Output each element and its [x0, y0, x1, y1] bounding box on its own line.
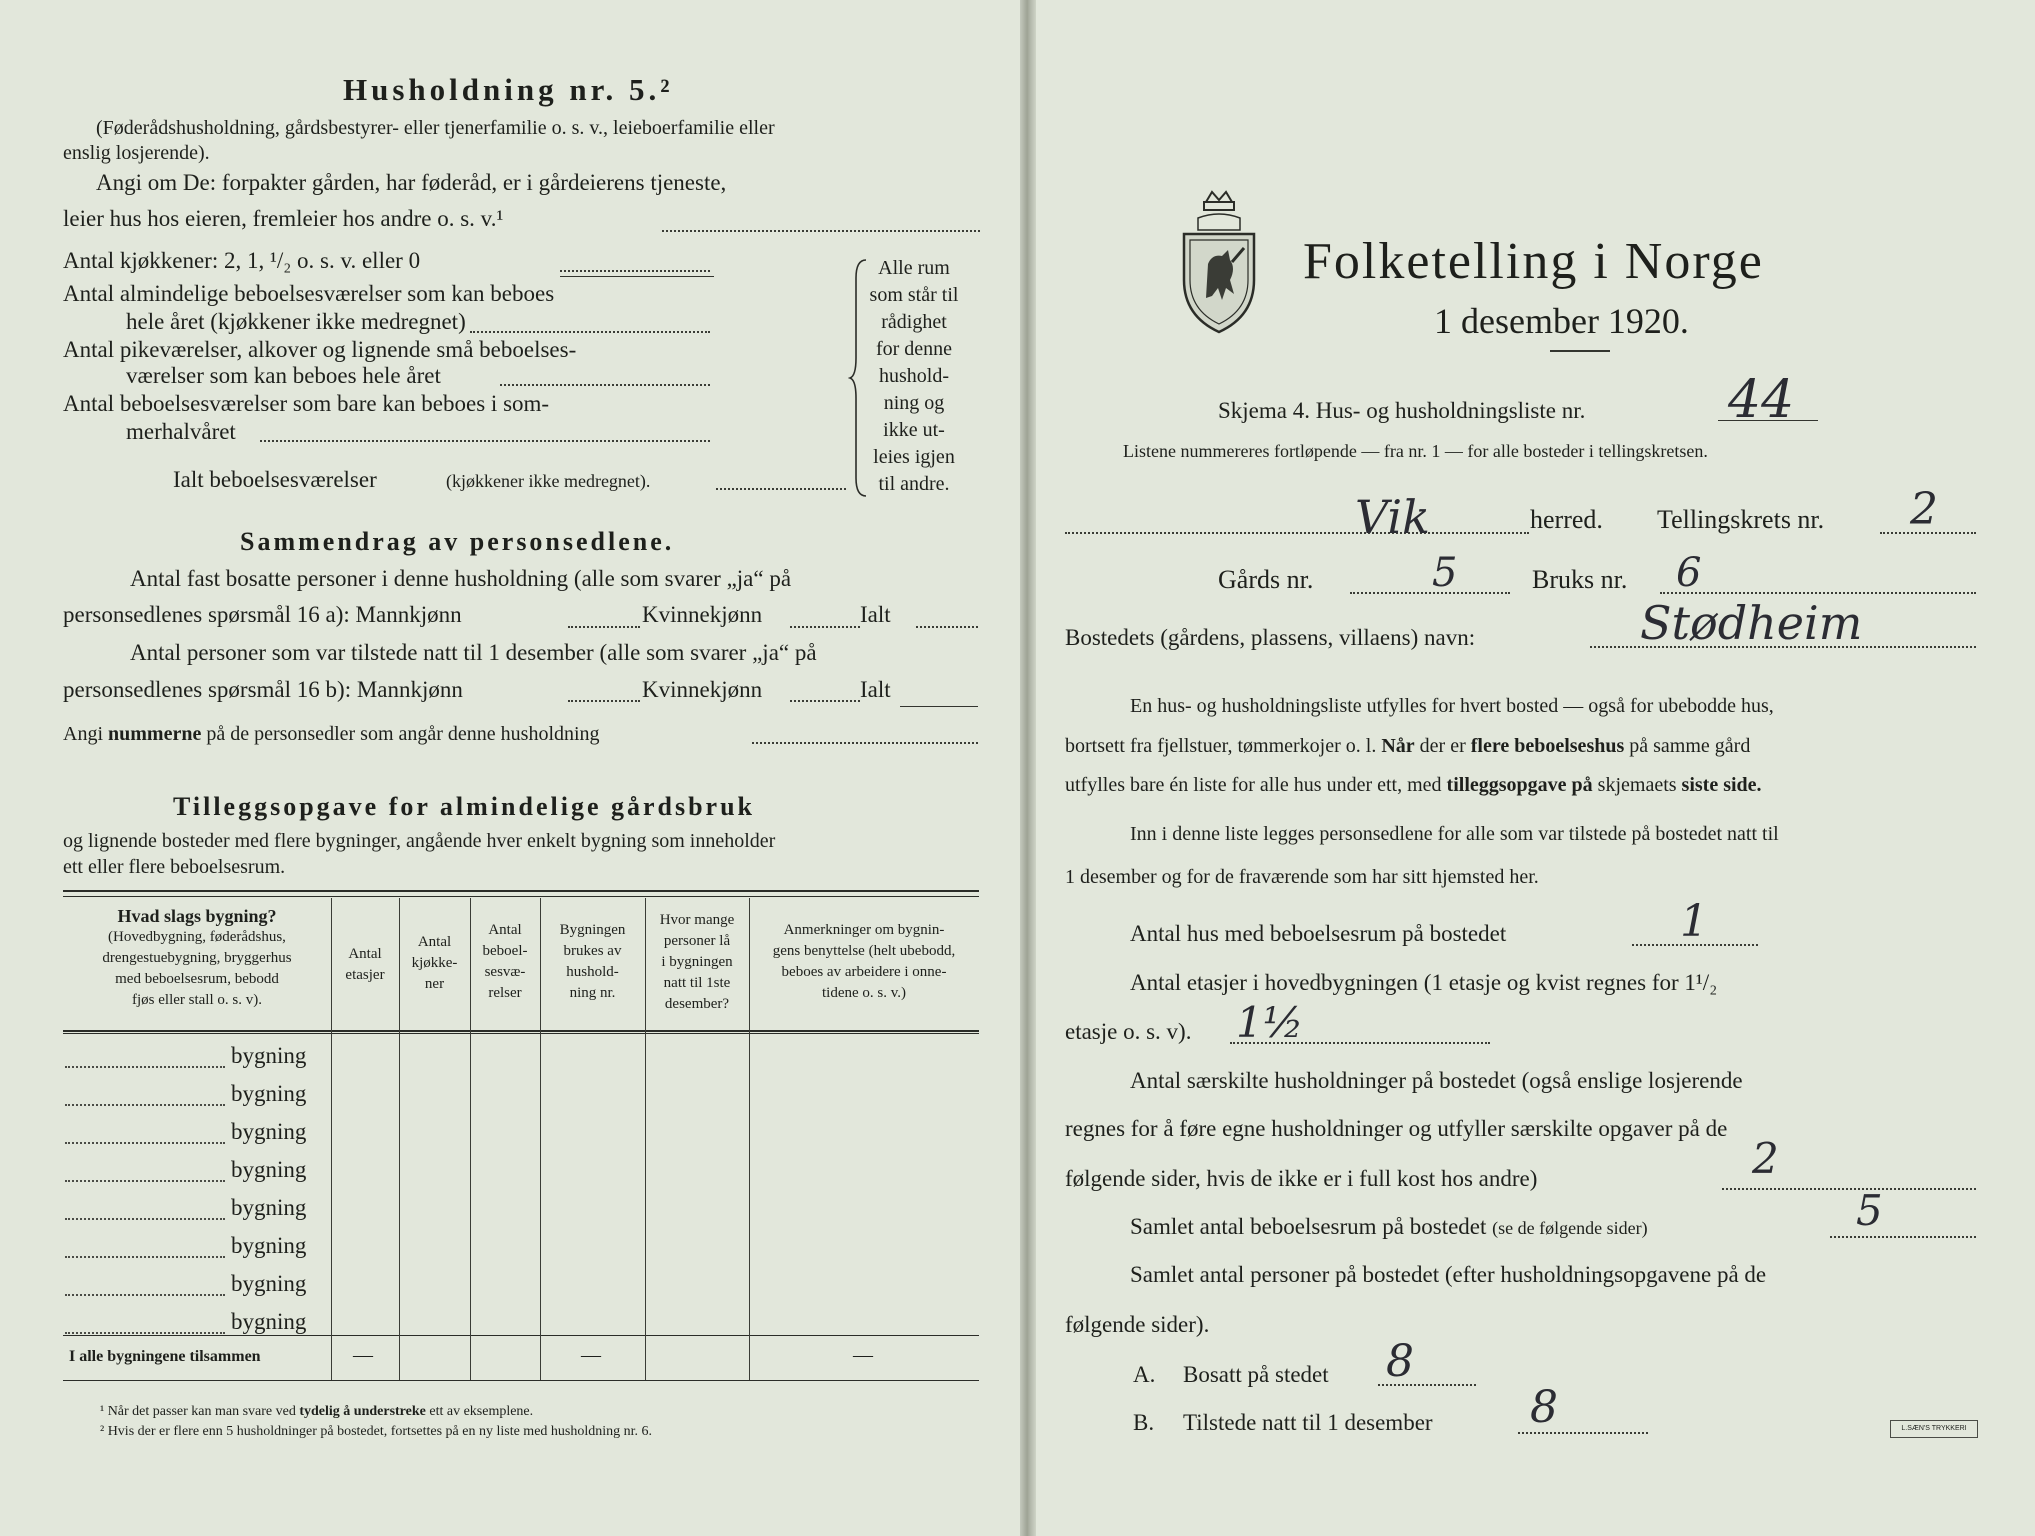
sammendrag-title: Sammendrag av personsedlene. — [240, 527, 675, 556]
pike-dots — [500, 384, 710, 386]
antal-hus-value: 1 — [1680, 896, 1708, 947]
saerskilte-value: 2 — [1752, 1134, 1779, 1183]
nummerne-dots — [752, 742, 978, 744]
col-husholdning-head — [540, 920, 645, 1004]
fast-line-1: Antal fast bosatte personer i denne husholdning (alle som svarer „ja“ på — [130, 566, 792, 591]
col-personer-head — [645, 910, 749, 1015]
info-3d: siste side. — [1681, 774, 1762, 796]
row-dots — [65, 1218, 225, 1220]
footnote-2: ² Hvis der er flere enn 5 husholdninger på bostedet, fortsettes på en ny liste med husholdning nr. 6. — [100, 1424, 653, 1439]
tilst-ialt-rule — [900, 706, 978, 707]
angi-line-1: Angi om De: forpakter gården, har føderåd, er i gårdeierens tjeneste, — [96, 170, 727, 195]
saerskilte-label-3: følgende sider, hvis de ikke er i full kost hos andre) — [1065, 1166, 1538, 1191]
bruks-label: Bruks nr. — [1532, 565, 1628, 594]
bracket-line: hushold- — [879, 365, 949, 387]
kjokkener-label: Antal kjøkkener: 2, 1, ¹/₂ o. s. v. eller 0 — [63, 248, 421, 273]
total-row-label: I alle bygningene tilsammen — [69, 1348, 261, 1365]
col-kjokkener-head — [399, 932, 470, 995]
tilst-kvinne-dots — [790, 700, 860, 702]
col-anmerkninger-line: beboes av arbeidere i onne- — [781, 964, 947, 980]
fast-kvinne-dots — [790, 626, 860, 628]
col-personer-line: natt til 1ste — [663, 975, 731, 991]
title-ornament-rule — [1550, 350, 1610, 352]
household-intro-1: (Føderådshusholdning, gårdsbestyrer- eller tjenerfamilie o. s. v., leieboerfamilie eller — [96, 117, 775, 139]
skjema-value: 44 — [1728, 370, 1795, 430]
col-anmerkninger-line: gens benyttelse (helt ubebodd, — [772, 943, 956, 959]
tellingskrets-value: 2 — [1910, 484, 1938, 535]
fast-line-2c: Ialt — [860, 602, 891, 627]
row-dots — [65, 1142, 225, 1144]
table-row: bygning — [231, 1043, 307, 1068]
table-row: bygning — [231, 1081, 307, 1106]
samlet-rum-dots — [1830, 1236, 1976, 1238]
printer-stamp: L.SÆN'S TRYKKERI — [1890, 1420, 1978, 1438]
table-bottom-rule — [63, 1380, 979, 1381]
bosatt-label: Bosatt på stedet — [1183, 1362, 1329, 1387]
col-building-type-title: Hvad slags bygning? — [117, 906, 277, 926]
tilst-line-1: Antal personer som var tilstede natt til 1 desember (alle som svarer „ja“ på — [130, 640, 817, 665]
nummerne-a: Angi — [63, 723, 103, 745]
nummerne-line — [63, 723, 600, 746]
herred-dots — [1065, 532, 1529, 534]
row-dots — [65, 1256, 225, 1258]
fast-mann-dots — [568, 626, 640, 628]
tillegg-title: Tilleggsopgave for almindelige gårdsbruk — [173, 792, 756, 821]
census-title: Folketelling i Norge — [1303, 233, 1764, 290]
herred-value: Vik — [1355, 490, 1430, 544]
etasjer-label-2: etasje o. s. v). — [1065, 1019, 1192, 1044]
col-kjokkener-line: ner — [424, 976, 445, 992]
nummerne-c: på de personsedler som angår denne husholdning — [206, 723, 600, 745]
footnote-1c: ett av eksemplene. — [429, 1404, 534, 1419]
row-dots — [65, 1104, 225, 1106]
kjokkener-dots — [560, 270, 710, 272]
col-beboelse-head — [470, 920, 540, 1004]
info-2c: der er — [1419, 735, 1466, 757]
col-husholdning-line: ning nr. — [569, 985, 616, 1001]
col-beboelse-line: Antal — [488, 922, 522, 938]
info-line-2 — [1065, 735, 1750, 758]
sommer-label-2: merhalvåret — [126, 419, 236, 444]
kjokkener-rule — [560, 276, 714, 277]
saerskilte-label-1: Antal særskilte husholdninger på bostedet (også enslige losjerende — [1130, 1068, 1743, 1093]
col-husholdning-line: Bygningen — [559, 922, 626, 938]
etasjer-value: 1½ — [1236, 998, 1304, 1047]
pike-label-1: Antal pikeværelser, alkover og lignende små beboelses- — [63, 337, 577, 362]
listene-note: Listene nummereres fortløpende — fra nr. 1 — for alle bosteder i tellingskretsen. — [1123, 441, 1708, 461]
herred-label: herred. — [1530, 505, 1603, 534]
col-personer-line: desember? — [664, 996, 730, 1012]
total-dash: — — [853, 1344, 873, 1366]
antal-hus-label: Antal hus med beboelsesrum på bostedet — [1130, 921, 1507, 946]
col-building-type-sub: med beboelsesrum, bebodd — [115, 971, 279, 987]
bracket-line: leies igjen — [873, 446, 955, 468]
tilstede-label: Tilstede natt til 1 desember — [1183, 1410, 1433, 1435]
col-anmerkninger-head — [749, 920, 979, 1004]
info-3c: skjemaets — [1597, 774, 1677, 796]
coat-of-arms-icon — [1178, 188, 1260, 336]
samlet-rum-small: (se de følgende sider) — [1492, 1218, 1648, 1238]
table-row: bygning — [231, 1119, 307, 1144]
table-head-rule-2 — [63, 1033, 979, 1034]
tilst-line-2a: personsedlenes spørsmål 16 b): Mannkjønn — [63, 677, 463, 702]
sommer-label-1: Antal beboelsesværelser som bare kan beboes i som- — [63, 391, 550, 416]
page-gutter — [1020, 0, 1036, 1536]
fast-line-2b: Kvinnekjønn — [642, 602, 763, 627]
samlet-rum-label: Samlet antal beboelsesrum på bostedet — [1130, 1214, 1487, 1239]
col-beboelse-line: beboel- — [482, 943, 528, 959]
footnote-1 — [100, 1404, 533, 1420]
col-building-type-sub: (Hovedbygning, føderådshus, — [108, 929, 286, 945]
household-intro-2: enslig losjerende). — [63, 142, 210, 164]
bruks-dots — [1660, 592, 1976, 594]
tilst-line-2b: Kvinnekjønn — [642, 677, 763, 702]
nummerne-b: nummerne — [108, 723, 202, 745]
table-top-rule — [63, 890, 979, 892]
bracket-line: Alle rum — [878, 257, 950, 279]
gards-label: Gårds nr. — [1218, 565, 1314, 594]
samlet-rum-value: 5 — [1856, 1186, 1883, 1235]
tillegg-line-1: og lignende bosteder med flere bygninger, angående hver enkelt bygning som inneholder — [63, 830, 776, 852]
col-anmerkninger-line: tidene o. s. v.) — [821, 985, 906, 1001]
col-beboelse-line: relser — [488, 985, 522, 1001]
col-etasjer-line: Antal — [348, 946, 382, 962]
info-3a: utfylles bare én liste for alle hus under ett, med — [1065, 774, 1442, 796]
total-dash: — — [581, 1344, 601, 1366]
skjema-label: Skjema 4. Hus- og husholdningsliste nr. — [1218, 398, 1586, 423]
ialt-beb-small: (kjøkkener ikke medregnet). — [446, 471, 651, 491]
etasjer-label-1: Antal etasjer i hovedbygningen (1 etasje og kvist regnes for 1¹/₂ — [1130, 970, 1718, 995]
table-row: bygning — [231, 1233, 307, 1258]
table-head-rule — [63, 1030, 979, 1032]
ialt-beb-dots — [716, 488, 846, 490]
col-husholdning-line: hushold- — [566, 964, 619, 980]
info-2d: flere beboelseshus — [1470, 735, 1625, 757]
info-2a: bortsett fra fjellstuer, tømmerkojer o. l. — [1065, 735, 1377, 757]
saerskilte-dots — [1722, 1188, 1976, 1190]
alm-label-2: hele året (kjøkkener ikke medregnet) — [126, 309, 466, 334]
col-personer-line: i bygningen — [661, 954, 733, 970]
pike-label-2: værelser som kan beboes hele året — [126, 363, 441, 388]
info-2b: Når — [1381, 735, 1415, 757]
row-dots — [65, 1180, 225, 1182]
angi-line-2: leier hus hos eieren, fremleier hos andre o. s. v.¹ — [63, 206, 504, 231]
col-building-type-sub: fjøs eller stall o. s. v). — [132, 992, 262, 1008]
footnote-1a: ¹ Når det passer kan man svare ved — [100, 1404, 296, 1419]
fast-line-2a: personsedlenes spørsmål 16 a): Mannkjønn — [63, 602, 462, 627]
table-row: bygning — [231, 1271, 307, 1296]
footnote-1b: tydelig å understreke — [299, 1404, 426, 1419]
tilstede-value: 8 — [1530, 1382, 1558, 1433]
col-building-type-sub: drengestuebygning, bryggerhus — [102, 950, 292, 966]
col-husholdning-line: brukes av — [563, 943, 622, 959]
info-line-3 — [1065, 774, 1762, 797]
row-dots — [65, 1332, 225, 1334]
row-dots — [65, 1066, 225, 1068]
col-anmerkninger-line: Anmerkninger om bygnin- — [783, 922, 945, 938]
angi-dots — [662, 230, 980, 232]
col-etasjer-line: etasjer — [345, 967, 385, 983]
bracket-line: ikke ut- — [883, 419, 945, 441]
samlet-rum-line — [1130, 1214, 1648, 1240]
col-kjokkener-line: kjøkke- — [411, 955, 458, 971]
gards-dots — [1350, 592, 1510, 594]
table-row: bygning — [231, 1195, 307, 1220]
bracket-line: ning og — [883, 392, 945, 414]
bosatt-value: 8 — [1386, 1336, 1414, 1387]
ialt-beb-label: Ialt beboelsesværelser — [173, 467, 377, 492]
alm-label-1: Antal almindelige beboelsesværelser som kan beboes — [63, 281, 555, 306]
alm-dots — [470, 331, 710, 333]
tilst-mann-dots — [568, 700, 640, 702]
col-personer-line: personer lå — [663, 933, 731, 949]
info-2e: på samme gård — [1629, 735, 1751, 757]
tilstede-letter: B. — [1133, 1410, 1155, 1435]
census-date: 1 desember 1920. — [1434, 301, 1689, 341]
table-total-rule — [63, 1335, 979, 1336]
info-3b: tilleggsopgave på — [1446, 774, 1593, 796]
col-etasjer-head — [331, 944, 399, 986]
fast-ialt-dots — [916, 626, 978, 628]
info-line-5: 1 desember og for de fraværende som har sitt hjemsted her. — [1065, 866, 1539, 888]
col-building-type-head — [63, 906, 331, 1011]
info-line-4: Inn i denne liste legges personsedlene for alle som var tilstede på bostedet natt til — [1130, 823, 1779, 845]
table-top-rule-2 — [63, 896, 979, 897]
col-beboelse-line: sesvæ- — [484, 964, 526, 980]
info-line-1: En hus- og husholdningsliste utfylles for hvert bosted — også for ubebodde hus, — [1130, 695, 1774, 717]
bostedets-value: Stødheim — [1640, 596, 1863, 650]
bruks-value: 6 — [1676, 550, 1702, 596]
bracket-line: som står til — [869, 284, 959, 306]
row-dots — [65, 1294, 225, 1296]
tellingskrets-label: Tellingskrets nr. — [1657, 505, 1825, 534]
tilst-line-2c: Ialt — [860, 677, 891, 702]
bracket-line: til andre. — [878, 473, 950, 495]
household-title: Husholdning nr. 5.² — [343, 72, 674, 107]
bosatt-letter: A. — [1133, 1362, 1156, 1387]
table-row: bygning — [231, 1309, 307, 1334]
bracket-line: rådighet — [881, 311, 947, 333]
table-row: bygning — [231, 1157, 307, 1182]
tillegg-line-2: ett eller flere beboelsesrum. — [63, 856, 286, 878]
gards-value: 5 — [1432, 550, 1458, 596]
bracket-note — [864, 255, 964, 498]
total-dash: — — [353, 1344, 373, 1366]
samlet-pers-label-2: følgende sider). — [1065, 1312, 1210, 1337]
bostedets-label: Bostedets (gårdens, plassens, villaens) navn: — [1065, 625, 1476, 650]
samlet-pers-label-1: Samlet antal personer på bostedet (efter husholdningsopgavene på de — [1130, 1262, 1767, 1287]
saerskilte-label-2: regnes for å føre egne husholdninger og utfyller særskilte opgaver på de — [1065, 1116, 1728, 1141]
col-kjokkener-line: Antal — [417, 934, 452, 950]
bracket-line: for denne — [875, 338, 953, 360]
col-personer-line: Hvor mange — [659, 912, 735, 928]
sommer-dots — [260, 440, 710, 442]
